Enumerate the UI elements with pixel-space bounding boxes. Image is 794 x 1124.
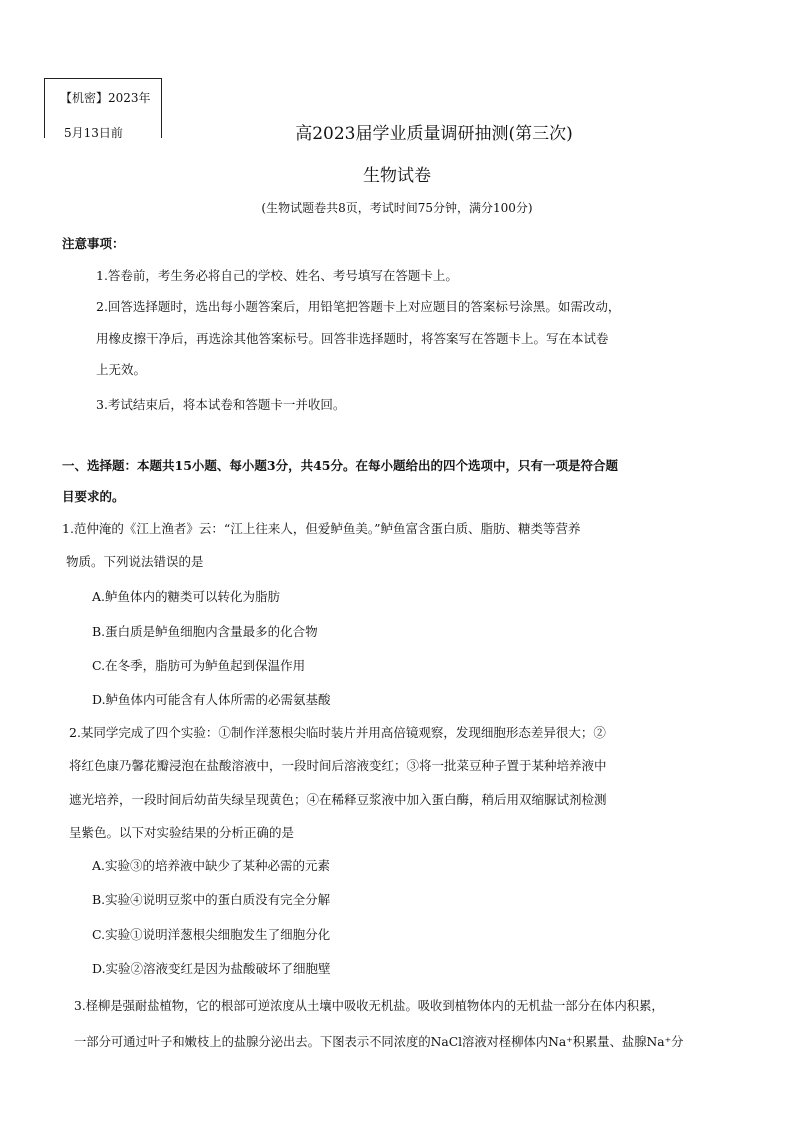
section-heading-continued: 目要求的。: [62, 489, 125, 504]
stamp-text-line2: 5月13日前: [64, 126, 123, 140]
question-1-stem: 1.范仲淹的《江上渔者》云：“江上往来人，但爱鲈鱼美。”鲈鱼富含蛋白质、脂肪、糖类等营养: [62, 521, 581, 536]
question-2-stem: 遮光培养，一段时间后幼苗失绿呈现黄色；④在稀释豆浆液中加入蛋白酶，稍后用双缩脲试剂检测: [69, 792, 607, 807]
subject-title: 生物试卷: [363, 166, 431, 186]
question-1-option-a: A.鲈鱼体内的糖类可以转化为脂肪: [92, 589, 281, 604]
question-2-option-b: B.实验④说明豆浆中的蛋白质没有完全分解: [92, 892, 331, 907]
section-heading: 一、选择题：本题共15小题、每小题3分，共45分。在每小题给出的四个选项中，只有一项是符合题: [62, 458, 618, 473]
notice-item: 用橡皮擦干净后，再选涂其他答案标号。回答非选择题时，将答案写在答题卡上。写在本试卷: [96, 331, 609, 346]
notice-item: 上无效。: [96, 362, 147, 377]
notice-item: 2.回答选择题时，选出每小题答案后，用铅笔把答题卡上对应题目的答案标号涂黑。如需改动，: [96, 299, 621, 314]
stamp-text-line1: 【机密】2023年: [60, 91, 151, 105]
question-1-stem: 物质。下列说法错误的是: [66, 554, 204, 569]
question-2-stem: 呈紫色。以下对实验结果的分析正确的是: [69, 825, 295, 840]
question-2-stem: 2.某同学完成了四个实验：①制作洋葱根尖临时装片并用高倍镜观察，发现细胞形态差异很大；②: [69, 725, 606, 740]
exam-title: 高2023届学业质量调研抽测(第三次): [295, 124, 573, 144]
question-1-option-d: D.鲈鱼体内可能含有人体所需的必需氨基酸: [92, 692, 331, 707]
question-2-option-c: C.实验①说明洋葱根尖细胞发生了细胞分化: [92, 927, 331, 942]
question-1-option-c: C.在冬季，脂肪可为鲈鱼起到保温作用: [92, 658, 306, 673]
question-1-option-b: B.蛋白质是鲈鱼细胞内含量最多的化合物: [92, 624, 318, 639]
question-2-option-a: A.实验③的培养液中缺少了某种必需的元素: [92, 858, 331, 873]
question-3-stem: 一部分可通过叶子和嫩枝上的盐腺分泌出去。下图表示不同浓度的NaCl溶液对柽柳体内Na⁺积累量、盐腺Na⁺分: [74, 1035, 684, 1049]
notice-item: 3.考试结束后，将本试卷和答题卡一并收回。: [96, 397, 346, 412]
question-3-stem: 3.柽柳是强耐盐植物，它的根部可逆浓度从土壤中吸收无机盐。吸收到植物体内的无机盐一部分在体内积累，: [74, 999, 664, 1013]
question-2-stem: 将红色康乃馨花瓣浸泡在盐酸溶液中，一段时间后溶液变红；③将一批菜豆种子置于某种培养液中: [69, 758, 607, 773]
notice-heading: 注意事项：: [62, 236, 125, 251]
question-2-option-d: D.实验②溶液变红是因为盐酸破坏了细胞壁: [92, 961, 331, 976]
exam-info: (生物试题卷共8页，考试时间75分钟，满分100分): [261, 201, 533, 215]
notice-item: 1.答卷前，考生务必将自己的学校、姓名、考号填写在答题卡上。: [96, 268, 458, 283]
